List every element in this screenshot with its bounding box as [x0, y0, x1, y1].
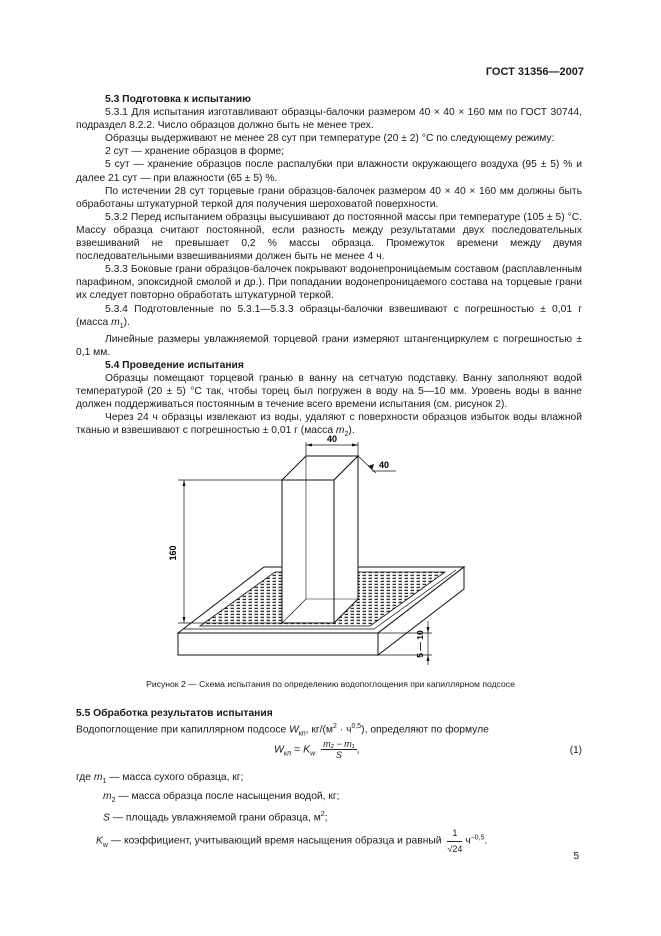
paragraph-conditioning: Образцы выдерживают не менее 28 сут при температуре (20 ± 2) °С по следующему режиму:: [105, 133, 555, 145]
dimension-depth: [358, 456, 396, 473]
page-number: 5: [573, 851, 579, 862]
main-text: [76, 93, 582, 442]
dimension-water-label: 5 — 10: [415, 630, 425, 658]
definition-kw: $K_w$ — коэффициент, учитывающий время насыщения образца и равный $\frac{1}{√24}$ $ч^{-0,5}$.: [96, 828, 488, 854]
paragraph-5-3-4: 5.3.4 Подготовленные по 5.3.1—5.3.3 образцы-балочки взвешивают с погрешностью ± 0,01 г (масса $m_1$).: [76, 303, 582, 330]
paragraph-2-days: 2 сут — хранение образцов в форме;: [105, 146, 285, 158]
section-5-5: [76, 707, 582, 741]
equation-number: (1): [569, 745, 582, 756]
variable-definitions: [76, 771, 582, 856]
dimension-width: [306, 434, 358, 456]
document-code: ГОСТ 31356—2007: [485, 66, 584, 78]
section-5-4-title: 5.4 Проведение испытания: [105, 359, 244, 371]
paragraph-5-4-1: Образцы помещают торцевой гранью в ванну на сетчатую подставку. Ванну заполняют водой температурой (20 ± 5) °С так, чтобы торец был погружен в воду на 5—10 мм. Уровень воды в ванне должен поддерживаться постоянным в течение всего времени испытания (см. рисунок 2).: [76, 373, 582, 411]
definition-m2: $m_2$ — масса образца после насыщения водой, кг;: [103, 790, 340, 804]
figure-caption: Рисунок 2 — Схема испытания по определению водопоглощения при капиллярном подсосе: [146, 679, 515, 689]
paragraph-28-days: По истечении 28 сут торцевые грани образцов-балочек размером 40 × 40 × 160 мм должны быть обработаны штукатурной теркой для получения шероховатой поверхности.: [76, 185, 582, 210]
dimension-height-label: 160: [168, 545, 178, 561]
paragraph-5-3-1: 5.3.1 Для испытания изготавливают образцы-балочки размером 40 × 40 × 160 мм по ГОСТ 30744, подраздел 8.2.2. Число образцов должно быть не менее трех.: [76, 107, 582, 132]
tray-front: [178, 633, 378, 655]
paragraph-5-3-3: 5.3.3 Боковые грани образцов-балочек покрывают водонепроницаемым составом (расплавленным парафином, эпоксидной смолой и др.). При попадании водонепроницаемого состава на торцевые грани их следует повторно обработать штукатурной теркой.: [76, 264, 582, 302]
specimen-prism: [282, 456, 358, 623]
paragraph-linear-dimensions: Линейные размеры увлажняемой торцевой грани измеряют штангенциркулем с погрешностью ± 0,1 мм.: [76, 333, 582, 358]
dimension-width-label: 40: [326, 434, 338, 444]
section-5-5-title: 5.5 Обработка результатов испытания: [76, 708, 273, 719]
paragraph-5-days: 5 сут — хранение образцов после распалубки при влажности окружающего воздуха (95 ± 5) % и далее 21 сут — при влажности (65 ± 5) %.: [76, 159, 582, 184]
definition-s: S — площадь увлажняемой грани образца, $м^2$;: [103, 811, 328, 824]
section-5-3-title: 5.3 Подготовка к испытанию: [105, 94, 251, 105]
test-scheme-figure: [170, 433, 470, 668]
definition-m1: где $m_1$ — масса сухого образца, кг;: [76, 772, 244, 786]
paragraph-5-4-2: Через 24 ч образцы извлекают из воды, удаляют с поверхности образцов избыток воды влажной тканью и взвешивают с погрешностью ± 0,01 г (масса $m_2$).: [76, 412, 582, 439]
formula-1: $W_{кп} = K_w$ $\frac{\text{m₂ − m₁}}{S}$ ,: [274, 739, 360, 760]
formula-intro: Водопоглощение при капиллярном подсосе $W_{кп}$, $кг/(м^2 \cdot ч^{0,5})$, определяют по формуле: [76, 723, 489, 738]
paragraph-5-3-2: 5.3.2 Перед испытанием образцы высушивают до постоянной массы при температуре (105 ± 5) °С. Массу образца считают постоянной, если разность между результатами двух последовательных взвешиваний не превышает 0,2 % массы образца. Промежуток времени между двумя последовательными взвешиваниями должен быть не менее 4 ч.: [76, 211, 582, 263]
dimension-depth-label: 40: [378, 460, 390, 470]
